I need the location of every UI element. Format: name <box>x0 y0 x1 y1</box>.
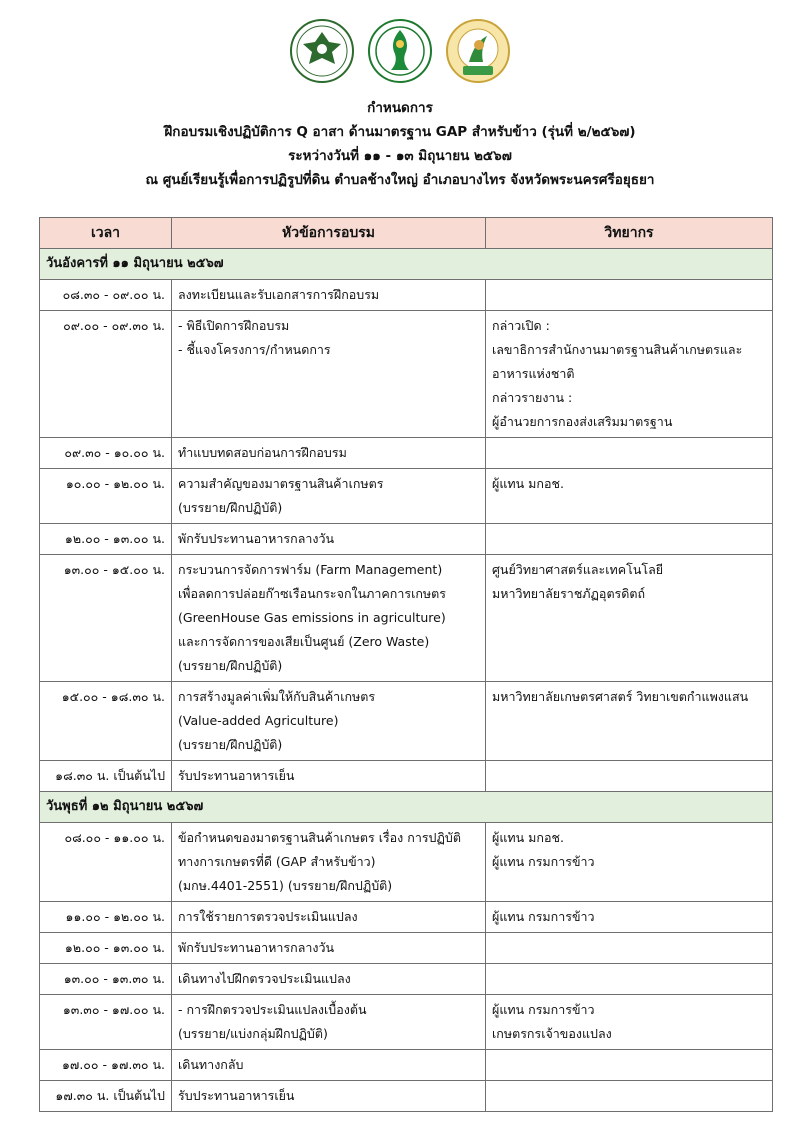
header-course: ฝึกอบรมเชิงปฏิบัติการ Q อาสา ด้านมาตรฐาน GAP สำหรับข้าว (รุ่นที่ ๒/๒๕๖๗) <box>164 124 636 140</box>
cell-line: ทางการเกษตรที่ดี (GAP สำหรับข้าว) <box>178 854 376 869</box>
topic-cell <box>172 438 486 469</box>
cell-line: เดินทางกลับ <box>178 1057 244 1072</box>
cell-line: (บรรยาย/ฝึกปฏิบัติ) <box>178 500 283 515</box>
cell-line: ข้อกำหนดของมาตรฐานสินค้าเกษตร เรื่อง การปฏิบัติ <box>178 830 461 845</box>
cell-line: (GreenHouse Gas emissions in agriculture) <box>178 610 446 625</box>
logo-row <box>0 18 800 90</box>
time-cell: ๑๑.๐๐ - ๑๒.๐๐ น. <box>40 902 172 933</box>
day-label: วันอังคารที่ ๑๑ มิถุนายน ๒๕๖๗ <box>40 249 773 280</box>
table-row <box>40 964 773 995</box>
table-row <box>40 1050 773 1081</box>
cell-line: ผู้แทน มกอช. <box>492 830 564 845</box>
time-cell: ๑๗.๓๐ น. เป็นต้นไป <box>40 1081 172 1112</box>
cell-line: การสร้างมูลค่าเพิ่มให้กับสินค้าเกษตร <box>178 689 376 704</box>
speaker-cell <box>486 682 773 761</box>
speaker-cell <box>486 1081 773 1112</box>
acfs-seal-logo <box>367 18 433 84</box>
cell-line: เกษตรกรเจ้าของแปลง <box>492 1026 612 1041</box>
cell-line: (บรรยาย/ฝึกปฏิบัติ) <box>178 658 283 673</box>
rice-department-logo <box>445 18 511 84</box>
cell-line: (บรรยาย/แบ่งกลุ่มฝึกปฏิบัติ) <box>178 1026 328 1041</box>
cell-line: กระบวนการจัดการฟาร์ม (Farm Management) <box>178 562 443 577</box>
topic-cell <box>172 555 486 682</box>
speaker-cell <box>486 555 773 682</box>
cell-line: กล่าวเปิด : <box>492 318 550 333</box>
schedule-table <box>39 217 773 1112</box>
time-cell: ๐๙.๐๐ - ๐๙.๓๐ น. <box>40 311 172 438</box>
table-row <box>40 933 773 964</box>
day-label: วันพุธที่ ๑๒ มิถุนายน ๒๕๖๗ <box>40 792 773 823</box>
speaker-cell <box>486 823 773 902</box>
table-row <box>40 1081 773 1112</box>
col-time-header: เวลา <box>40 218 172 249</box>
speaker-cell <box>486 438 773 469</box>
time-cell: ๐๙.๓๐ - ๑๐.๐๐ น. <box>40 438 172 469</box>
cell-line: ผู้อำนวยการกองส่งเสริมมาตรฐาน <box>492 414 673 429</box>
cell-line: มหาวิทยาลัยราชภัฏอุตรดิตถ์ <box>492 586 646 601</box>
table-row <box>40 469 773 524</box>
cell-line: ผู้แทน กรมการข้าว <box>492 1002 595 1017</box>
time-cell: ๑๒.๐๐ - ๑๓.๐๐ น. <box>40 933 172 964</box>
time-cell: ๑๓.๐๐ - ๑๓.๓๐ น. <box>40 964 172 995</box>
cell-line: เพื่อลดการปล่อยก๊าซเรือนกระจกในภาคการเกษตร <box>178 586 447 601</box>
cell-line: ผู้แทน กรมการข้าว <box>492 909 595 924</box>
time-cell: ๑๘.๓๐ น. เป็นต้นไป <box>40 761 172 792</box>
topic-cell <box>172 823 486 902</box>
garuda-seal-logo <box>289 18 355 84</box>
topic-cell <box>172 682 486 761</box>
speaker-cell <box>486 280 773 311</box>
header-venue: ณ ศูนย์เรียนรู้เพื่อการปฏิรูปที่ดิน ตำบลช้างใหญ่ อำเภอบางไทร จังหวัดพระนครศรีอยุธยา <box>145 172 655 188</box>
cell-line: การใช้รายการตรวจประเมินแปลง <box>178 909 358 924</box>
header-dates: ระหว่างวันที่ ๑๑ - ๑๓ มิถุนายน ๒๕๖๗ <box>288 148 512 164</box>
topic-cell <box>172 280 486 311</box>
speaker-cell <box>486 469 773 524</box>
cell-line: พักรับประทานอาหารกลางวัน <box>178 940 335 955</box>
col-topic-header: หัวข้อการอบรม <box>172 218 486 249</box>
topic-cell <box>172 469 486 524</box>
cell-line: (มกษ.4401-2551) (บรรยาย/ฝึกปฏิบัติ) <box>178 878 393 893</box>
document-header <box>0 96 800 192</box>
speaker-cell <box>486 933 773 964</box>
cell-line: เดินทางไปฝึกตรวจประเมินแปลง <box>178 971 351 986</box>
cell-line: รับประทานอาหารเย็น <box>178 1088 295 1103</box>
speaker-cell <box>486 524 773 555</box>
time-cell: ๑๓.๓๐ - ๑๗.๐๐ น. <box>40 995 172 1050</box>
topic-cell <box>172 964 486 995</box>
topic-cell <box>172 761 486 792</box>
topic-cell <box>172 1050 486 1081</box>
time-cell: ๑๐.๐๐ - ๑๒.๐๐ น. <box>40 469 172 524</box>
time-cell: ๑๕.๐๐ - ๑๘.๓๐ น. <box>40 682 172 761</box>
cell-line: - การฝึกตรวจประเมินแปลงเบื้องต้น <box>178 1002 367 1017</box>
table-row <box>40 438 773 469</box>
cell-line: ทำแบบทดสอบก่อนการฝึกอบรม <box>178 445 347 460</box>
time-cell: ๑๓.๐๐ - ๑๕.๐๐ น. <box>40 555 172 682</box>
topic-cell <box>172 311 486 438</box>
day-row <box>40 249 773 280</box>
speaker-cell <box>486 311 773 438</box>
cell-line: (บรรยาย/ฝึกปฏิบัติ) <box>178 737 283 752</box>
topic-cell <box>172 524 486 555</box>
topic-cell <box>172 1081 486 1112</box>
cell-line: และการจัดการของเสียเป็นศูนย์ (Zero Waste) <box>178 634 430 649</box>
cell-line: ลงทะเบียนและรับเอกสารการฝึกอบรม <box>178 287 380 302</box>
speaker-cell <box>486 964 773 995</box>
table-row <box>40 995 773 1050</box>
topic-cell <box>172 995 486 1050</box>
speaker-cell <box>486 995 773 1050</box>
table-row <box>40 823 773 902</box>
time-cell: ๐๘.๓๐ - ๐๙.๐๐ น. <box>40 280 172 311</box>
topic-cell <box>172 902 486 933</box>
cell-line: - ชี้แจงโครงการ/กำหนดการ <box>178 342 331 357</box>
cell-line: ผู้แทน มกอช. <box>492 476 564 491</box>
cell-line: มหาวิทยาลัยเกษตรศาสตร์ วิทยาเขตกำแพงแสน <box>492 689 749 704</box>
table-row <box>40 280 773 311</box>
time-cell: ๑๒.๐๐ - ๑๓.๐๐ น. <box>40 524 172 555</box>
cell-line: เลขาธิการสำนักงานมาตรฐานสินค้าเกษตรและ <box>492 342 743 357</box>
cell-line: ความสำคัญของมาตรฐานสินค้าเกษตร <box>178 476 384 491</box>
time-cell: ๐๘.๐๐ - ๑๑.๐๐ น. <box>40 823 172 902</box>
cell-line: พักรับประทานอาหารกลางวัน <box>178 531 335 546</box>
time-cell: ๑๗.๐๐ - ๑๗.๓๐ น. <box>40 1050 172 1081</box>
speaker-cell <box>486 761 773 792</box>
header-title: กำหนดการ <box>367 100 433 116</box>
table-row <box>40 524 773 555</box>
table-row <box>40 902 773 933</box>
speaker-cell <box>486 902 773 933</box>
cell-line: อาหารแห่งชาติ <box>492 366 575 381</box>
cell-line: ศูนย์วิทยาศาสตร์และเทคโนโลยี <box>492 562 664 577</box>
table-row <box>40 682 773 761</box>
cell-line: - พิธีเปิดการฝึกอบรม <box>178 318 290 333</box>
cell-line: ผู้แทน กรมการข้าว <box>492 854 595 869</box>
col-speaker-header: วิทยากร <box>486 218 773 249</box>
topic-cell <box>172 933 486 964</box>
table-row <box>40 555 773 682</box>
cell-line: กล่าวรายงาน : <box>492 390 573 405</box>
speaker-cell <box>486 1050 773 1081</box>
table-row <box>40 761 773 792</box>
cell-line: (Value-added Agriculture) <box>178 713 339 728</box>
table-row <box>40 311 773 438</box>
table-header-row <box>40 218 773 249</box>
day-row <box>40 792 773 823</box>
cell-line: รับประทานอาหารเย็น <box>178 768 295 783</box>
